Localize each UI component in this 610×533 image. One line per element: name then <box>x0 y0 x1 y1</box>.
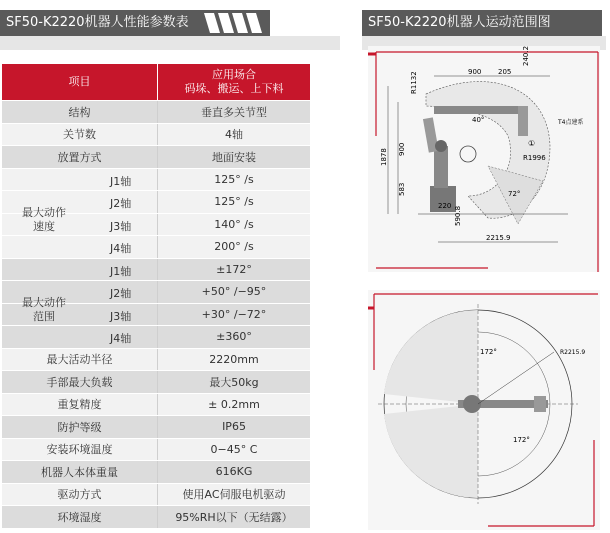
speed-label-line2: 速度 <box>33 219 55 233</box>
row-label: 最大活动半径 <box>2 348 158 371</box>
speed-subrow-cell <box>2 205 158 236</box>
row-value: 95%RH以下（无结露） <box>158 506 311 529</box>
top-view-panel <box>368 290 600 530</box>
row-label: 安装环境温度 <box>2 438 158 461</box>
range-subrow-cell <box>2 295 158 326</box>
header-stripes-decoration <box>204 13 264 33</box>
range-group-label <box>22 296 66 324</box>
row-value: 140° /s <box>158 213 311 236</box>
dim-top-205: 205 <box>498 68 512 76</box>
dim-left-900: 900 <box>398 142 406 156</box>
table-row <box>2 416 310 439</box>
top-view-diagram <box>368 290 600 530</box>
row-value: 地面安装 <box>158 146 311 169</box>
diagram-title: SF50-K2220机器人运动范围图 <box>368 15 551 30</box>
axis-label: J3轴 <box>110 219 132 233</box>
row-value: 垂直多关节型 <box>158 101 311 124</box>
speed-subrow-cell <box>2 236 158 259</box>
dim-left-583: 583 <box>398 182 406 196</box>
axis-label: J2轴 <box>110 287 132 300</box>
table-title: SF50-K2220机器人性能参数表 <box>6 15 189 30</box>
table-row <box>2 303 310 326</box>
dim-r1996: R1996 <box>523 154 546 162</box>
row-label: 环境湿度 <box>2 506 158 529</box>
application-label: 应用场合 <box>212 68 256 81</box>
circle-number: ① <box>528 139 536 148</box>
table-row <box>2 146 310 169</box>
header-underbar <box>0 36 340 50</box>
row-value: 最大50kg <box>158 371 311 394</box>
range-subrow-cell <box>2 258 158 281</box>
table-row <box>2 438 310 461</box>
row-value: +50° /−95° <box>158 281 311 304</box>
table-row <box>2 348 310 371</box>
row-label: 手部最大负载 <box>2 371 158 394</box>
range-label-line1: 最大动作 <box>22 295 66 309</box>
row-label: 重复精度 <box>2 393 158 416</box>
table-row <box>2 393 310 416</box>
row-label: 放置方式 <box>2 146 158 169</box>
dim-top-240: 240.2 <box>522 46 530 66</box>
dim-220: 220 <box>438 202 452 210</box>
tool-point-label: T4点建系 <box>558 119 584 126</box>
row-value: ± 0.2mm <box>158 393 311 416</box>
row-value: 125° /s <box>158 191 311 214</box>
axis-label: J4轴 <box>110 242 132 255</box>
diagram-header-bar <box>362 10 602 36</box>
table-header-bar <box>0 10 270 36</box>
angle-bottom-172: 172° <box>513 436 530 444</box>
table-row <box>2 213 310 236</box>
row-value: ±172° <box>158 258 311 281</box>
speed-group-cell <box>2 168 158 191</box>
side-view-panel <box>368 46 600 272</box>
table-row <box>2 483 310 506</box>
spec-table <box>2 64 310 529</box>
table-row <box>2 461 310 484</box>
axis-label: J4轴 <box>110 332 132 345</box>
row-value: IP65 <box>158 416 311 439</box>
range-subrow-cell <box>2 326 158 349</box>
dim-left-r1132: R1132 <box>410 71 418 94</box>
speed-label-line1: 最大动作 <box>22 205 66 219</box>
row-label: 驱动方式 <box>2 483 158 506</box>
row-label: 机器人本体重量 <box>2 461 158 484</box>
angle-40: 40° <box>472 116 485 124</box>
dim-bottom-total: 2215.9 <box>486 234 511 242</box>
speed-group-label <box>22 206 66 234</box>
table-head-row <box>2 64 310 101</box>
table-row <box>2 506 310 529</box>
range-label-line2: 范围 <box>33 309 55 323</box>
table-row <box>2 123 310 146</box>
table-row <box>2 236 310 259</box>
row-value: 200° /s <box>158 236 311 259</box>
row-label: 防护等级 <box>2 416 158 439</box>
row-value: 125° /s <box>158 168 311 191</box>
row-label: 结构 <box>2 101 158 124</box>
row-value: 4轴 <box>158 123 311 146</box>
axis-label: J1轴 <box>110 264 132 278</box>
dim-590: 590.8 <box>454 205 462 226</box>
dim-left-total: 1878 <box>380 148 388 166</box>
dim-top-900: 900 <box>468 68 482 76</box>
application-value: 码垛、搬运、上下料 <box>184 82 284 95</box>
row-value: 2220mm <box>158 348 311 371</box>
side-view-diagram <box>368 46 600 272</box>
row-value: 使用AC伺服电机驱动 <box>158 483 311 506</box>
table-row <box>2 258 310 281</box>
axis-label: J3轴 <box>110 309 132 323</box>
table-row <box>2 101 310 124</box>
angle-72: 72° <box>508 190 521 198</box>
row-value: ±360° <box>158 326 311 349</box>
axis-label: J1轴 <box>110 174 132 188</box>
row-value: 0−45° C <box>158 438 311 461</box>
table-row <box>2 326 310 349</box>
row-value: 616KG <box>158 461 311 484</box>
col-application-header <box>158 64 311 101</box>
table-row <box>2 168 310 191</box>
row-value: +30° /−72° <box>158 303 311 326</box>
col-item-header: 项目 <box>2 64 158 101</box>
radius-label: R2215.9 <box>560 349 586 356</box>
row-label: 关节数 <box>2 123 158 146</box>
angle-top-172: 172° <box>480 348 497 356</box>
table-row <box>2 371 310 394</box>
axis-label: J2轴 <box>110 197 132 210</box>
